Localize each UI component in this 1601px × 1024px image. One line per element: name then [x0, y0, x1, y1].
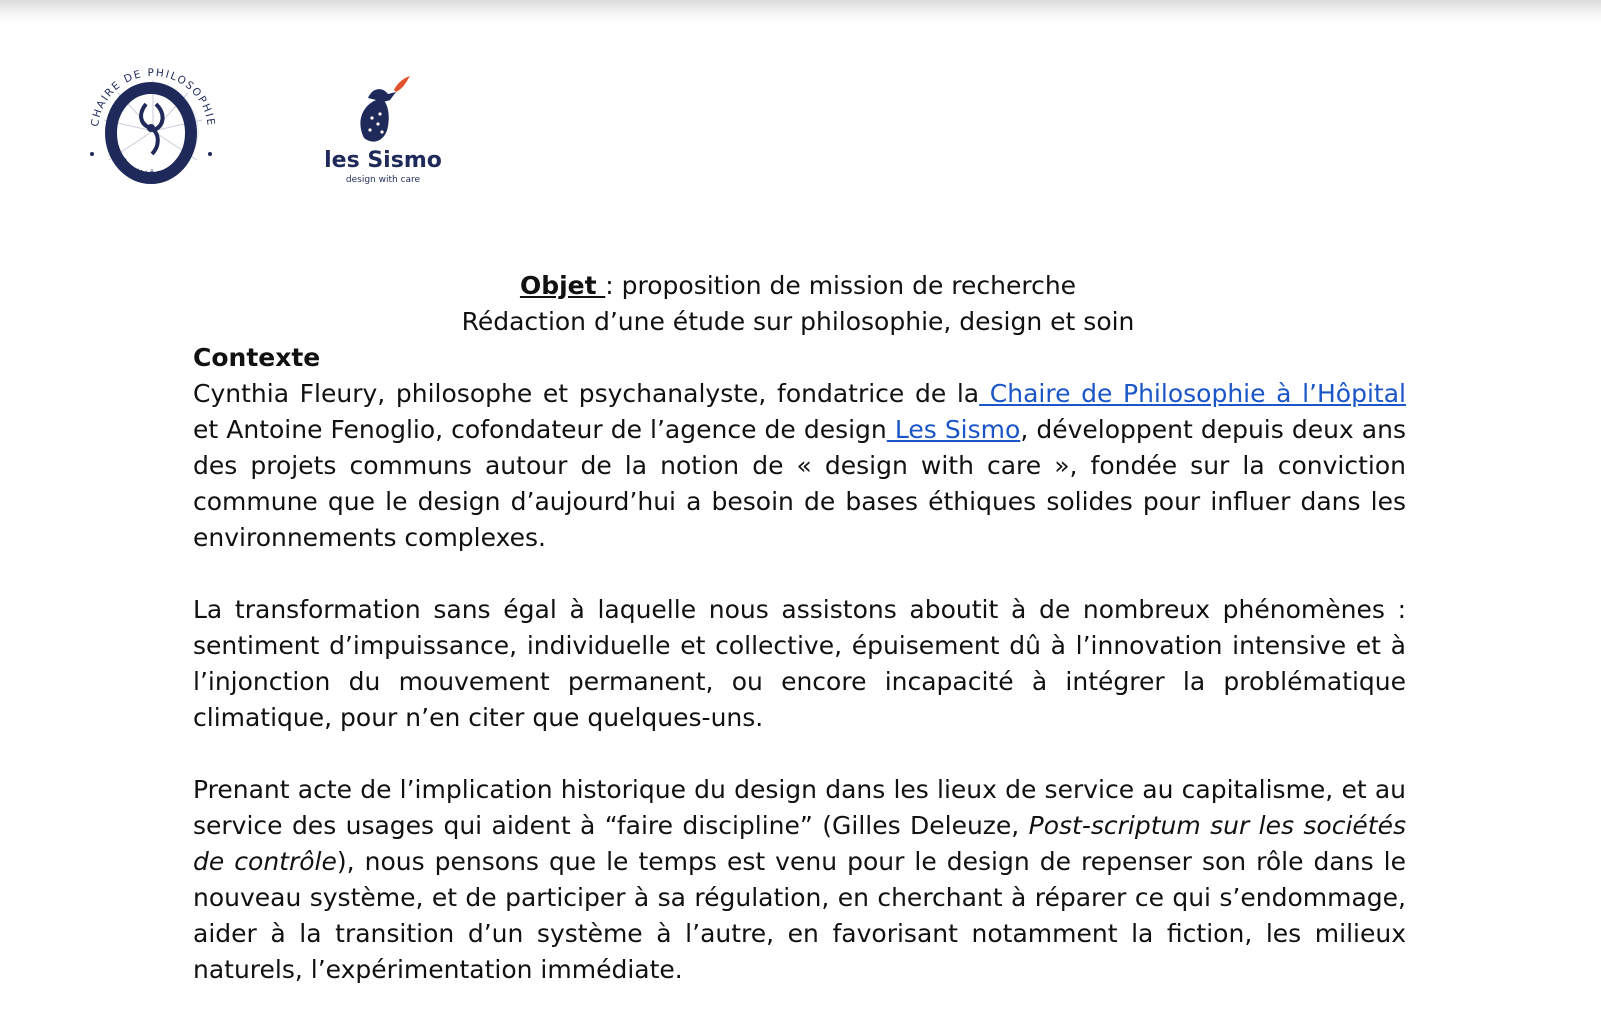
objet-label: Objet	[519, 271, 606, 300]
p3-text-b: ), nous pensons que le temps est venu pour le design de repenser son rôle dans le nouveau système, et de participer à sa régulation, en cherchant à réparer ce qui s’endommage, aider à la transition d’un système à l’autre, en favorisant notamment la fiction, les milieux naturels, l’expérimentation immédiate.	[193, 847, 1406, 984]
objet-line	[190, 268, 1406, 304]
chaire-logo-graphic	[82, 60, 224, 202]
page-top-shadow	[0, 0, 1601, 22]
sismo-tagline: design with care	[345, 175, 421, 185]
p3-text-a: Prenant acte de l’implication historique du design dans les lieux de service au capitalisme, et au service des usages qui aident à “faire discipline” (Gilles Deleuze,	[193, 775, 1406, 840]
chaire-philosophie-logo	[82, 60, 224, 202]
document-body	[193, 340, 1406, 1024]
document-title	[190, 268, 1406, 340]
link-les-sismo[interactable]: Les Sismo	[886, 415, 1021, 444]
p1-text-b: et Antoine Fenoglio, cofondateur de l’agence de design	[193, 415, 887, 444]
les-sismo-logo	[318, 74, 448, 194]
p1-text-c: , développent depuis deux ans des projets communs autour de la notion de « design with care », fondée sur la conviction commune que le design d’aujourd’hui a besoin de bases éthiques solides pour influer dans les environnements complexes.	[193, 415, 1406, 552]
paragraph-3	[193, 772, 1406, 988]
p1-text-a: Cynthia Fleury, philosophe et psychanalyste, fondatrice de la	[193, 379, 980, 408]
link-chaire-philosophie[interactable]: Chaire de Philosophie à l’Hôpital	[979, 379, 1406, 408]
sismo-bird-icon	[318, 74, 448, 148]
p3-italic-title: Post-scriptum sur les sociétés de contrôle	[193, 811, 1406, 876]
chaire-logo-arc-bottom: À L'HÔPITAL	[115, 157, 191, 182]
paragraph-2: La transformation sans égal à laquelle nous assistons aboutit à de nombreux phénomènes : sentiment d’impuissance, individuelle et collective, épuisement dû à l’innovation intensive et à l’injonction du mouvement permanent, ou encore incapacité à intégrer la problématique climatique, pour n’en citer que quelques-uns.	[193, 595, 1406, 732]
section-heading-contexte: Contexte	[193, 343, 321, 372]
objet-text: : proposition de mission de recherche	[605, 271, 1077, 300]
paragraph-1	[193, 376, 1406, 556]
chaire-logo-arc-top: CHAIRE DE PHILOSOPHIE	[89, 66, 217, 128]
document-subtitle: Rédaction d’une étude sur philosophie, design et soin	[461, 307, 1135, 336]
sismo-name: les Sismo	[324, 148, 442, 173]
